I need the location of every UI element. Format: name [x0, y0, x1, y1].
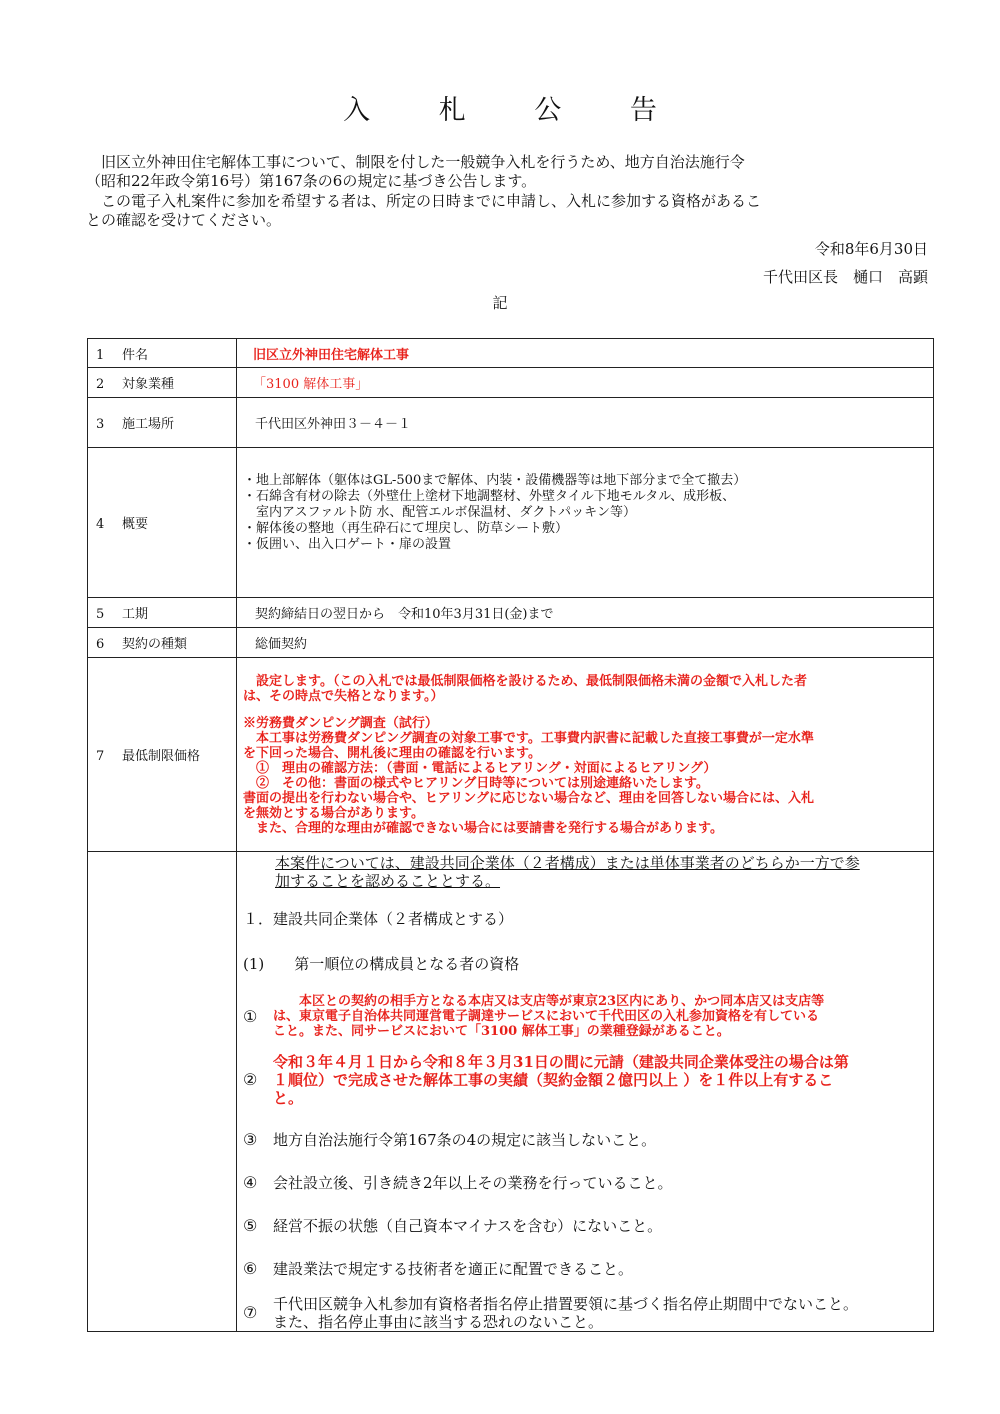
notice-date: 令和8年6月30日 [814, 240, 928, 258]
row-value: 千代田区外神田３－４－１ [237, 398, 934, 448]
page-title: 入 札 公 告 [343, 95, 687, 126]
table-row [88, 398, 934, 448]
intro-line: 旧区立外神田住宅解体工事について、制限を付した一般競争入札を行うため、地方自治法施行令 [86, 153, 745, 171]
req-line: ① 理由の確認方法：（書面・電話によるヒアリング・対面によるヒアリング） [243, 760, 717, 776]
qualification-item: ④ 会社設立後、引き続き2年以上その業務を行っていること。 [243, 1173, 673, 1192]
row-value [237, 448, 934, 598]
table-row [88, 658, 934, 852]
req-line: ② その他：書面の様式やヒアリング日時等については別途連絡いたします。 [243, 775, 709, 791]
row-value [237, 658, 934, 852]
participation-cell [237, 852, 934, 1332]
item-mark: ④ [243, 1173, 258, 1192]
req-line: 本工事は労務費ダンピング調査の対象工事です。工事費内訳書に記載した直接工事費が一定水準 [243, 730, 814, 746]
table-row [88, 368, 934, 398]
intro-paragraph-2 [86, 192, 936, 230]
overview-item: ・仮囲い、出入口ゲート・扉の設置 [243, 536, 452, 552]
row-label: 3 施工場所 [88, 398, 237, 448]
table-row [88, 598, 934, 628]
row-label: 2 対象業種 [88, 368, 237, 398]
item-mark: ⑤ [243, 1216, 258, 1235]
req-line: 書面の提出を行わない場合や、ヒアリングに応じない場合など、理由を回答しない場合には、入札 [243, 790, 814, 806]
qualification-item: ⑥ 建設業法で規定する技術者を適正に配置できること。 [243, 1259, 634, 1278]
row-label: 7 最低制限価格 [88, 658, 237, 852]
qualification-item: ⑤ 経営不振の状態（自己資本マイナスを含む）にないこと。 [243, 1216, 663, 1235]
row-value: 旧区立外神田住宅解体工事 [237, 339, 934, 368]
table-row [88, 448, 934, 598]
row-label: 4 概要 [88, 448, 237, 598]
item-mark: ③ [243, 1130, 258, 1149]
row-value: 総価契約 [237, 628, 934, 658]
req-line: 設定します。（この入札では最低制限価格を設けるため、最低制限価格未満の金額で入札した者 [243, 673, 807, 689]
overview-item: ・石綿含有材の除去（外壁仕上塗材下地調整材、外壁タイル下地モルタル、成形板、 [243, 488, 736, 504]
qualification-item: ② 令和３年４月１日から令和８年３月31日の間に元請（建設共同企業体受注の場合は第 １順位）で完成させた解体工事の実績（契約金額２億円以上 ）を１件以上有するこ と。 [243, 1053, 849, 1107]
row-label [88, 852, 237, 1332]
qualification-item: ⑦ 千代田区競争入札参加有資格者指名停止措置要領に基づく指名停止期間中でないこと。 また、指名停止事由に該当する恐れのないこと。 [243, 1295, 859, 1331]
row-value: 契約締結日の翌日から 令和10年3月31日(金)まで [237, 598, 934, 628]
issuer: 千代田区長 樋口 高顕 [762, 268, 928, 286]
item-mark: ⑦ [243, 1303, 258, 1322]
req-line: ※労務費ダンピング調査（試行） [243, 715, 438, 731]
row-label: 6 契約の種類 [88, 628, 237, 658]
item-mark: ⑥ [243, 1259, 258, 1278]
row-value: 「3100 解体工事」 [237, 368, 934, 398]
intro-line: との確認を受けてください。 [86, 211, 282, 229]
row-label: 5 工期 [88, 598, 237, 628]
participation-section [243, 854, 927, 1331]
item-mark: ② [243, 1070, 258, 1089]
heading-first-rank: (1) 第一順位の構成員となる者の資格 [243, 955, 520, 973]
req-line: を無効とする場合があります。 [243, 805, 424, 821]
table-row [88, 628, 934, 658]
req-line: また、合理的な理由が確認できない場合には要請書を発行する場合があります。 [243, 820, 723, 836]
notice-table [87, 338, 934, 1332]
intro-line: この電子入札案件に参加を希望する者は、所定の日時までに申請し、入札に参加する資格があるこ [86, 192, 762, 210]
req-line: を下回った場合、開札後に理由の確認を行います。 [243, 745, 541, 761]
qualification-item: ① 本区との契約の相手方となる本店又は支店等が東京23区内にあり、かつ同本店又は支店等 は、東京電子自治体共同運営電子調達サービスにおいて千代田区の入札参加資格を有している こと。また、同サービスにおいて「3100 解体工事」の業種登録があること。 [243, 994, 825, 1039]
participation-intro: 本案件については、建設共同企業体（２者構成）または単体事業者のどちらか一方で参 加することを認めることとする。 [275, 854, 860, 890]
intro-line: （昭和22年政令第16号）第167条の6の規定に基づき公告します。 [86, 172, 537, 190]
ki-mark: 記 [492, 294, 508, 312]
table-row [88, 852, 934, 1332]
table-row [88, 339, 934, 368]
item-mark: ① [243, 1007, 258, 1026]
overview-item: ・地上部解体（躯体はGL-500まで解体、内装・設備機器等は地下部分まで全て撤去） [243, 472, 747, 488]
req-line: は、その時点で失格となります。） [243, 688, 444, 704]
heading-jv: １．建設共同企業体（２者構成とする） [243, 910, 514, 928]
overview-item: 室内アスファルト防 水、配管エルボ保温材、ダクトパッキン等） [243, 504, 636, 520]
overview-item: ・解体後の整地（再生砕石にて埋戻し、防草シート敷） [243, 520, 569, 536]
row-label: 1 件名 [88, 339, 237, 368]
intro-paragraph-1 [86, 153, 936, 191]
qualification-item: ③ 地方自治法施行令第167条の4の規定に該当しないこと。 [243, 1130, 657, 1149]
req-spacer [243, 704, 927, 716]
